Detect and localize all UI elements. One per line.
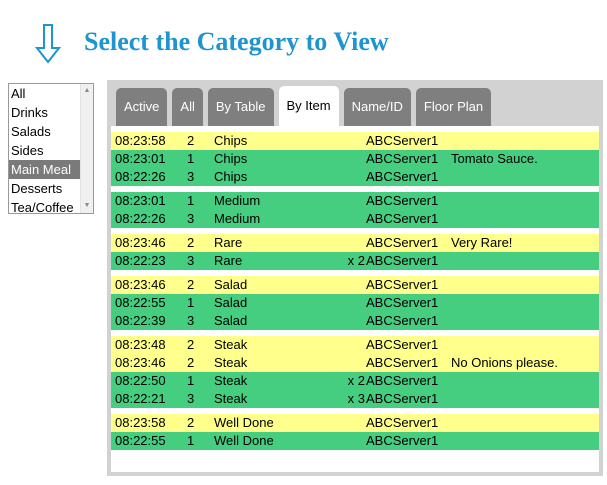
order-time: 08:23:48: [115, 337, 166, 352]
order-qty: 3: [187, 391, 195, 406]
category-option[interactable]: Main Meal: [9, 160, 81, 179]
category-option[interactable]: All: [11, 86, 26, 101]
order-qty: 3: [187, 211, 195, 226]
order-server: ABCServer1: [366, 433, 439, 448]
order-server: ABCServer1: [366, 337, 439, 352]
scroll-thumb[interactable]: [83, 100, 91, 196]
category-options: [9, 84, 81, 214]
order-server: ABCServer1: [366, 193, 439, 208]
order-qty: 2: [187, 337, 195, 352]
order-item: Rare: [214, 253, 243, 268]
order-row[interactable]: [111, 192, 599, 210]
order-server: ABCServer1: [366, 277, 439, 292]
order-qty: 3: [187, 253, 195, 268]
order-item: Well Done: [214, 433, 274, 448]
order-mult: x 2: [347, 253, 365, 268]
scroll-up-icon[interactable]: ▲: [83, 87, 91, 94]
order-time: 08:22:21: [115, 391, 166, 406]
order-server: ABCServer1: [366, 253, 439, 268]
order-qty: 2: [187, 235, 195, 250]
order-item: Rare: [214, 235, 243, 250]
order-item: Chips: [214, 133, 248, 148]
category-option[interactable]: Desserts: [11, 181, 63, 196]
order-note: Tomato Sauce.: [451, 151, 538, 166]
order-row[interactable]: [111, 234, 599, 252]
order-qty: 1: [187, 193, 195, 208]
item-group: [111, 276, 599, 330]
order-server: ABCServer1: [366, 151, 439, 166]
order-server: ABCServer1: [366, 313, 439, 328]
order-row[interactable]: [111, 354, 599, 372]
order-time: 08:22:55: [115, 295, 166, 310]
order-item: Salad: [214, 295, 248, 310]
order-server: ABCServer1: [366, 295, 439, 310]
item-group: [111, 414, 599, 450]
order-item: Medium: [214, 211, 261, 226]
order-time: 08:22:26: [115, 169, 166, 184]
order-row[interactable]: [111, 252, 599, 270]
category-option[interactable]: Tea/Coffee: [11, 200, 74, 214]
scroll-down-icon[interactable]: ▼: [83, 202, 91, 209]
order-item: Steak: [214, 337, 248, 352]
order-row[interactable]: [111, 294, 599, 312]
order-row[interactable]: [111, 132, 599, 150]
category-listbox[interactable]: [8, 83, 94, 214]
order-time: 08:23:46: [115, 355, 166, 370]
order-time: 08:23:58: [115, 133, 166, 148]
view-tabs: [116, 86, 496, 126]
orders-list: [111, 126, 599, 472]
order-item: Steak: [214, 355, 248, 370]
order-row[interactable]: [111, 210, 599, 228]
order-item: Steak: [214, 391, 248, 406]
order-qty: 1: [187, 373, 195, 388]
orders-panel: [107, 80, 603, 476]
order-row[interactable]: [111, 336, 599, 354]
order-note: Very Rare!: [451, 235, 513, 250]
order-qty: 3: [187, 313, 195, 328]
category-option[interactable]: Sides: [11, 143, 44, 158]
order-server: ABCServer1: [366, 373, 439, 388]
tab-all[interactable]: All: [172, 88, 202, 126]
order-server: ABCServer1: [366, 211, 439, 226]
order-row[interactable]: [111, 390, 599, 408]
order-server: ABCServer1: [366, 133, 439, 148]
order-qty: 2: [187, 133, 195, 148]
order-mult: x 2: [347, 373, 365, 388]
order-time: 08:23:01: [115, 151, 166, 166]
category-option[interactable]: Salads: [11, 124, 51, 139]
order-server: ABCServer1: [366, 169, 439, 184]
order-row[interactable]: [111, 168, 599, 186]
order-server: ABCServer1: [366, 415, 439, 430]
order-time: 08:22:39: [115, 313, 166, 328]
order-row[interactable]: [111, 276, 599, 294]
order-qty: 3: [187, 169, 195, 184]
category-scrollbar[interactable]: [80, 84, 93, 213]
order-note: No Onions please.: [451, 355, 558, 370]
item-group: [111, 132, 599, 186]
tab-by-table[interactable]: By Table: [208, 88, 274, 126]
order-time: 08:22:50: [115, 373, 166, 388]
order-qty: 1: [187, 433, 195, 448]
page-title: Select the Category to View: [84, 27, 389, 56]
order-item: Steak: [214, 373, 248, 388]
order-row[interactable]: [111, 312, 599, 330]
order-item: Salad: [214, 313, 248, 328]
order-item: Chips: [214, 151, 248, 166]
order-server: ABCServer1: [366, 391, 439, 406]
order-time: 08:22:23: [115, 253, 166, 268]
order-time: 08:23:58: [115, 415, 166, 430]
order-time: 08:23:01: [115, 193, 166, 208]
item-group: [111, 234, 599, 270]
order-qty: 1: [187, 295, 195, 310]
order-time: 08:22:55: [115, 433, 166, 448]
item-group: [111, 192, 599, 228]
tab-by-item[interactable]: By Item: [279, 86, 339, 126]
order-mult: x 3: [347, 391, 365, 406]
tab-name-id[interactable]: Name/ID: [344, 88, 411, 126]
order-row[interactable]: [111, 150, 599, 168]
tab-floor-plan[interactable]: Floor Plan: [416, 88, 491, 126]
down-arrow-icon: [35, 24, 61, 64]
order-row[interactable]: [111, 414, 599, 432]
order-item: Salad: [214, 277, 248, 292]
tab-active[interactable]: Active: [116, 88, 167, 126]
order-time: 08:22:26: [115, 211, 166, 226]
category-option[interactable]: Drinks: [11, 105, 48, 120]
order-time: 08:23:46: [115, 235, 166, 250]
order-row[interactable]: [111, 432, 599, 450]
order-time: 08:23:46: [115, 277, 166, 292]
order-server: ABCServer1: [366, 355, 439, 370]
order-item: Medium: [214, 193, 261, 208]
order-qty: 2: [187, 277, 195, 292]
order-server: ABCServer1: [366, 235, 439, 250]
order-item: Well Done: [214, 415, 274, 430]
item-group: [111, 336, 599, 408]
order-qty: 2: [187, 355, 195, 370]
order-qty: 2: [187, 415, 195, 430]
order-qty: 1: [187, 151, 195, 166]
order-row[interactable]: [111, 372, 599, 390]
order-item: Chips: [214, 169, 248, 184]
